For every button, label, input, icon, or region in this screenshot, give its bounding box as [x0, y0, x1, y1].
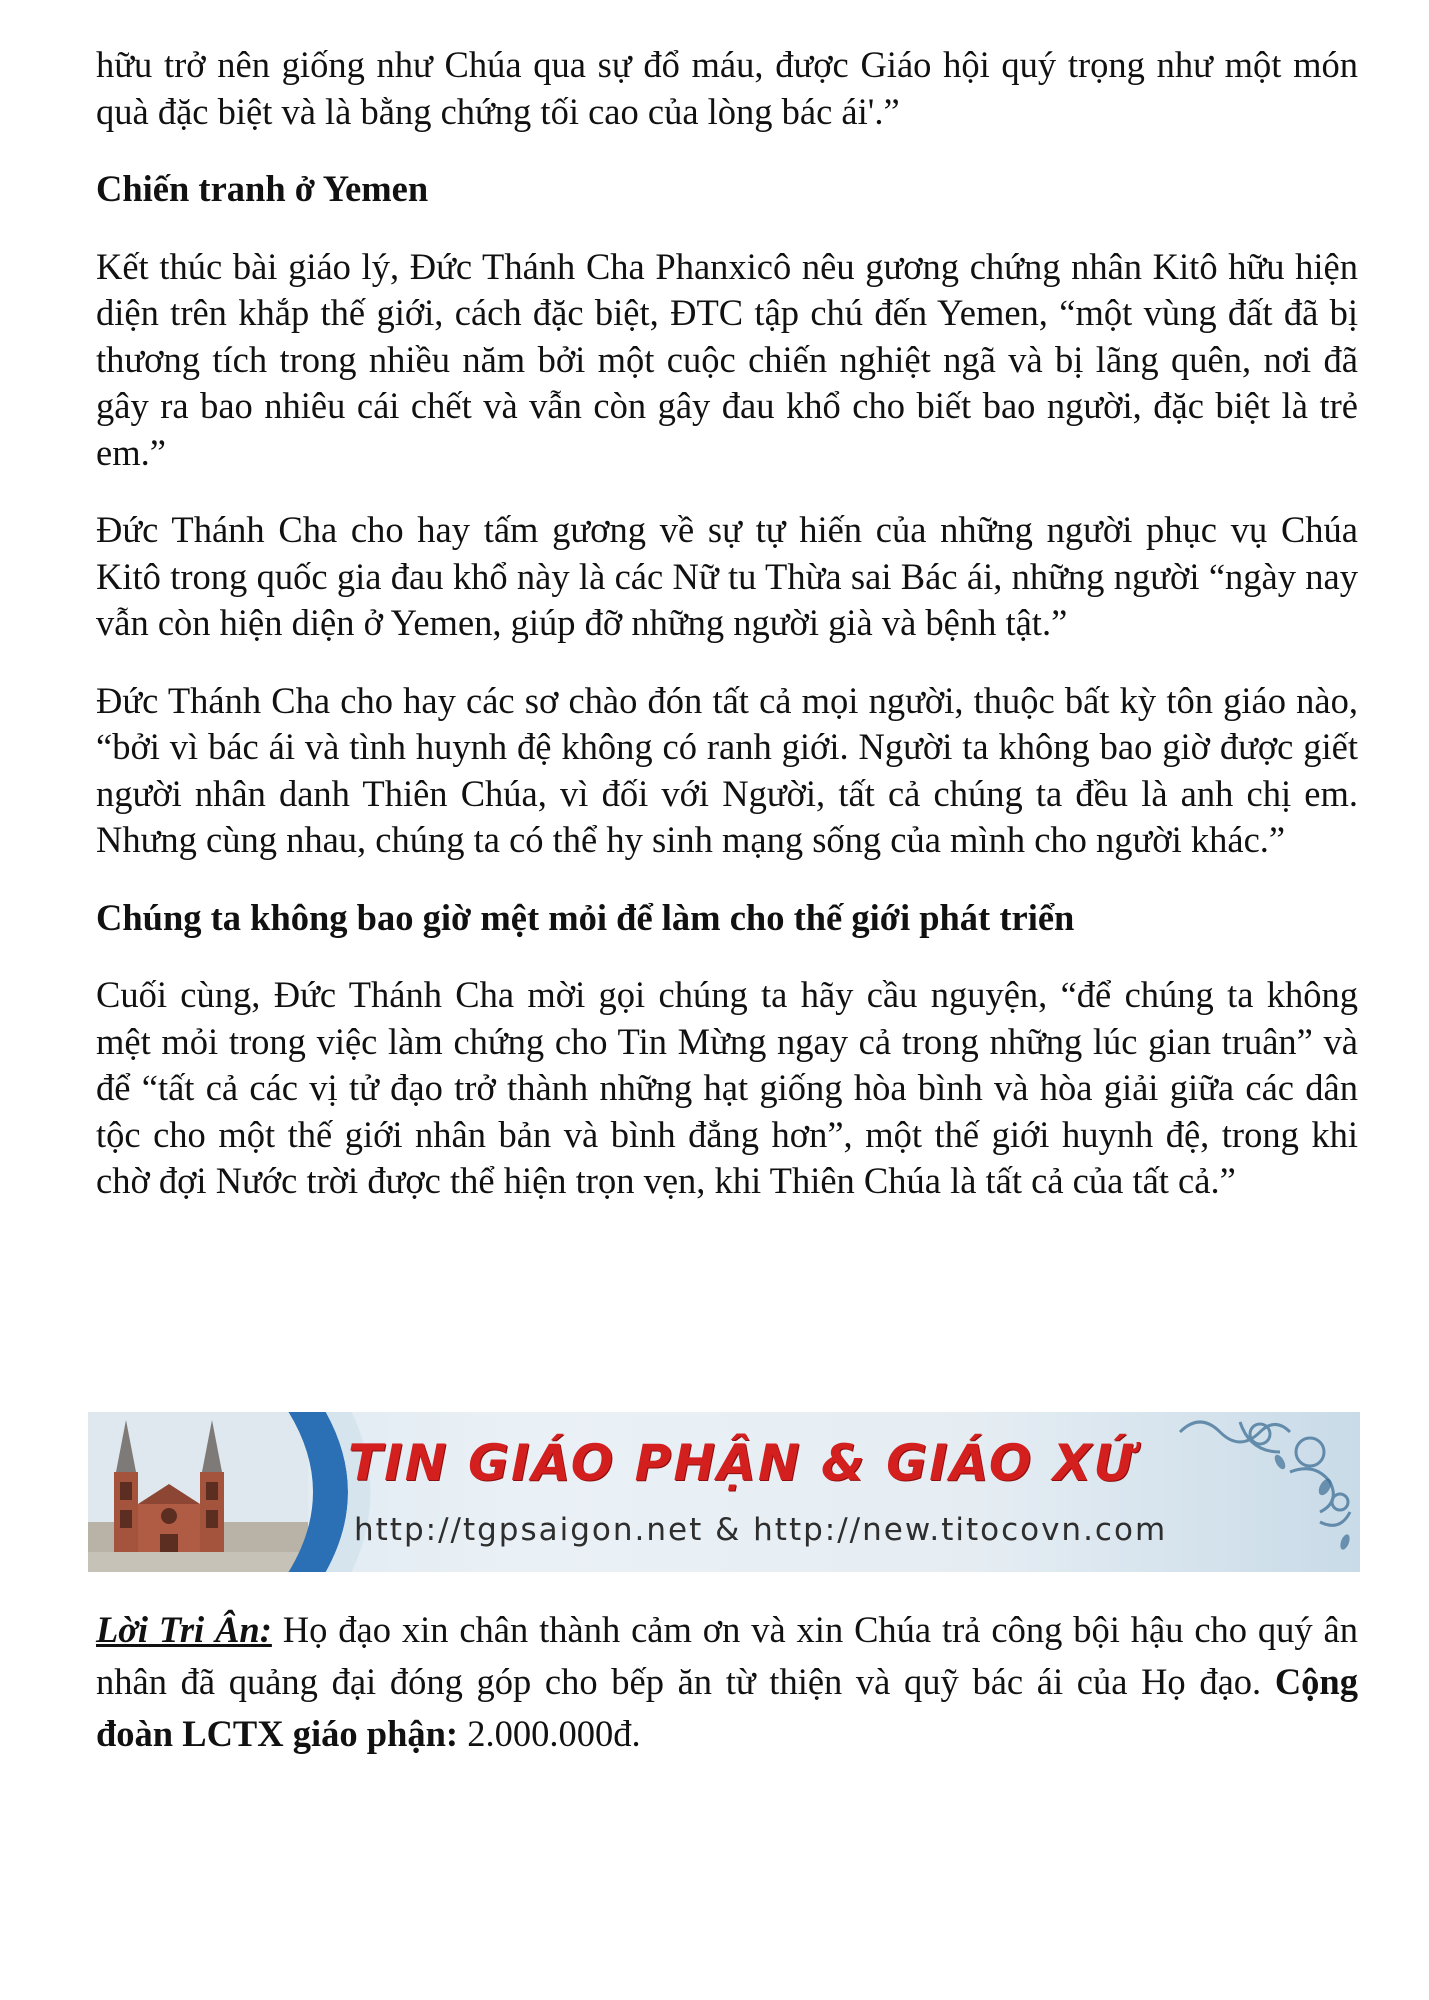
section-heading: Chiến tranh ở Yemen	[96, 168, 429, 209]
news-banner	[88, 1412, 1360, 1572]
section-heading: Chúng ta không bao giờ mệt mỏi để làm cho thế giới phát triển	[96, 896, 1075, 938]
acknowledgement	[96, 1604, 1358, 1760]
donation-amount: 2.000.000đ.	[458, 1713, 641, 1754]
paragraph: hữu trở nên giống như Chúa qua sự đổ máu, được Giáo hội quý trọng như một món quà đặc biệt và là bằng chứng tối cao của lòng bác ái'.”	[96, 44, 1358, 132]
paragraph: Cuối cùng, Đức Thánh Cha mời gọi chúng ta hãy cầu nguyện, “để chúng ta không mệt mỏi trong việc làm chứng cho Tin Mừng ngay cả trong những lúc gian truân” và để “tất cả các vị tử đạo trở thành những hạt giống hòa bình và hòa giải giữa các dân tộc cho một thế giới nhân bản và bình đẳng hơn”, một thế giới huynh đệ, trong khi chờ đợi Nước trời được thể hiện trọn vẹn, khi Thiên Chúa là tất cả của tất cả.”	[96, 974, 1358, 1201]
acknowledgement-text: Họ đạo xin chân thành cảm ơn và xin Chúa trả công bội hậu cho quý ân nhân đã quảng đại đóng góp cho bếp ăn từ thiện và quỹ bác ái của Họ đạo.	[96, 1609, 1358, 1702]
article-body	[96, 42, 1358, 1205]
banner-urls: http://tgpsaigon.net & http://new.titocovn.com	[354, 1512, 1168, 1548]
paragraph: Đức Thánh Cha cho hay các sơ chào đón tất cả mọi người, thuộc bất kỳ tôn giáo nào, “bởi vì bác ái và tình huynh đệ không có ranh giới. Người ta không bao giờ được giết người nhân danh Thiên Chúa, vì đối với Người, tất cả chúng ta đều là anh chị em. Nhưng cùng nhau, chúng ta có thể hy sinh mạng sống của mình cho người khác.”	[96, 679, 1358, 860]
paragraph: Đức Thánh Cha cho hay tấm gương về sự tự hiến của những người phục vụ Chúa Kitô trong quốc gia đau khổ này là các Nữ tu Thừa sai Bác ái, những người “ngày nay vẫn còn hiện diện ở Yemen, giúp đỡ những người già và bệnh tật.”	[96, 509, 1358, 643]
swirl-decoration	[1140, 1412, 1360, 1572]
acknowledgement-label: Lời Tri Ân:	[96, 1609, 272, 1650]
banner-title: TIN GIÁO PHẬN & GIÁO XỨ	[348, 1434, 1136, 1492]
paragraph: Kết thúc bài giáo lý, Đức Thánh Cha Phanxicô nêu gương chứng nhân Kitô hữu hiện diện trên khắp thế giới, cách đặc biệt, ĐTC tập chú đến Yemen, “một vùng đất đã bị thương tích trong nhiều năm bởi một cuộc chiến nghiệt ngã và bị lãng quên, nơi đã gây ra bao nhiêu cái chết và vẫn còn gây đau khổ cho biết bao người, đặc biệt là trẻ em.”	[96, 245, 1358, 473]
donor-name: Cộng đoàn LCTX giáo phận:	[96, 1661, 1358, 1754]
